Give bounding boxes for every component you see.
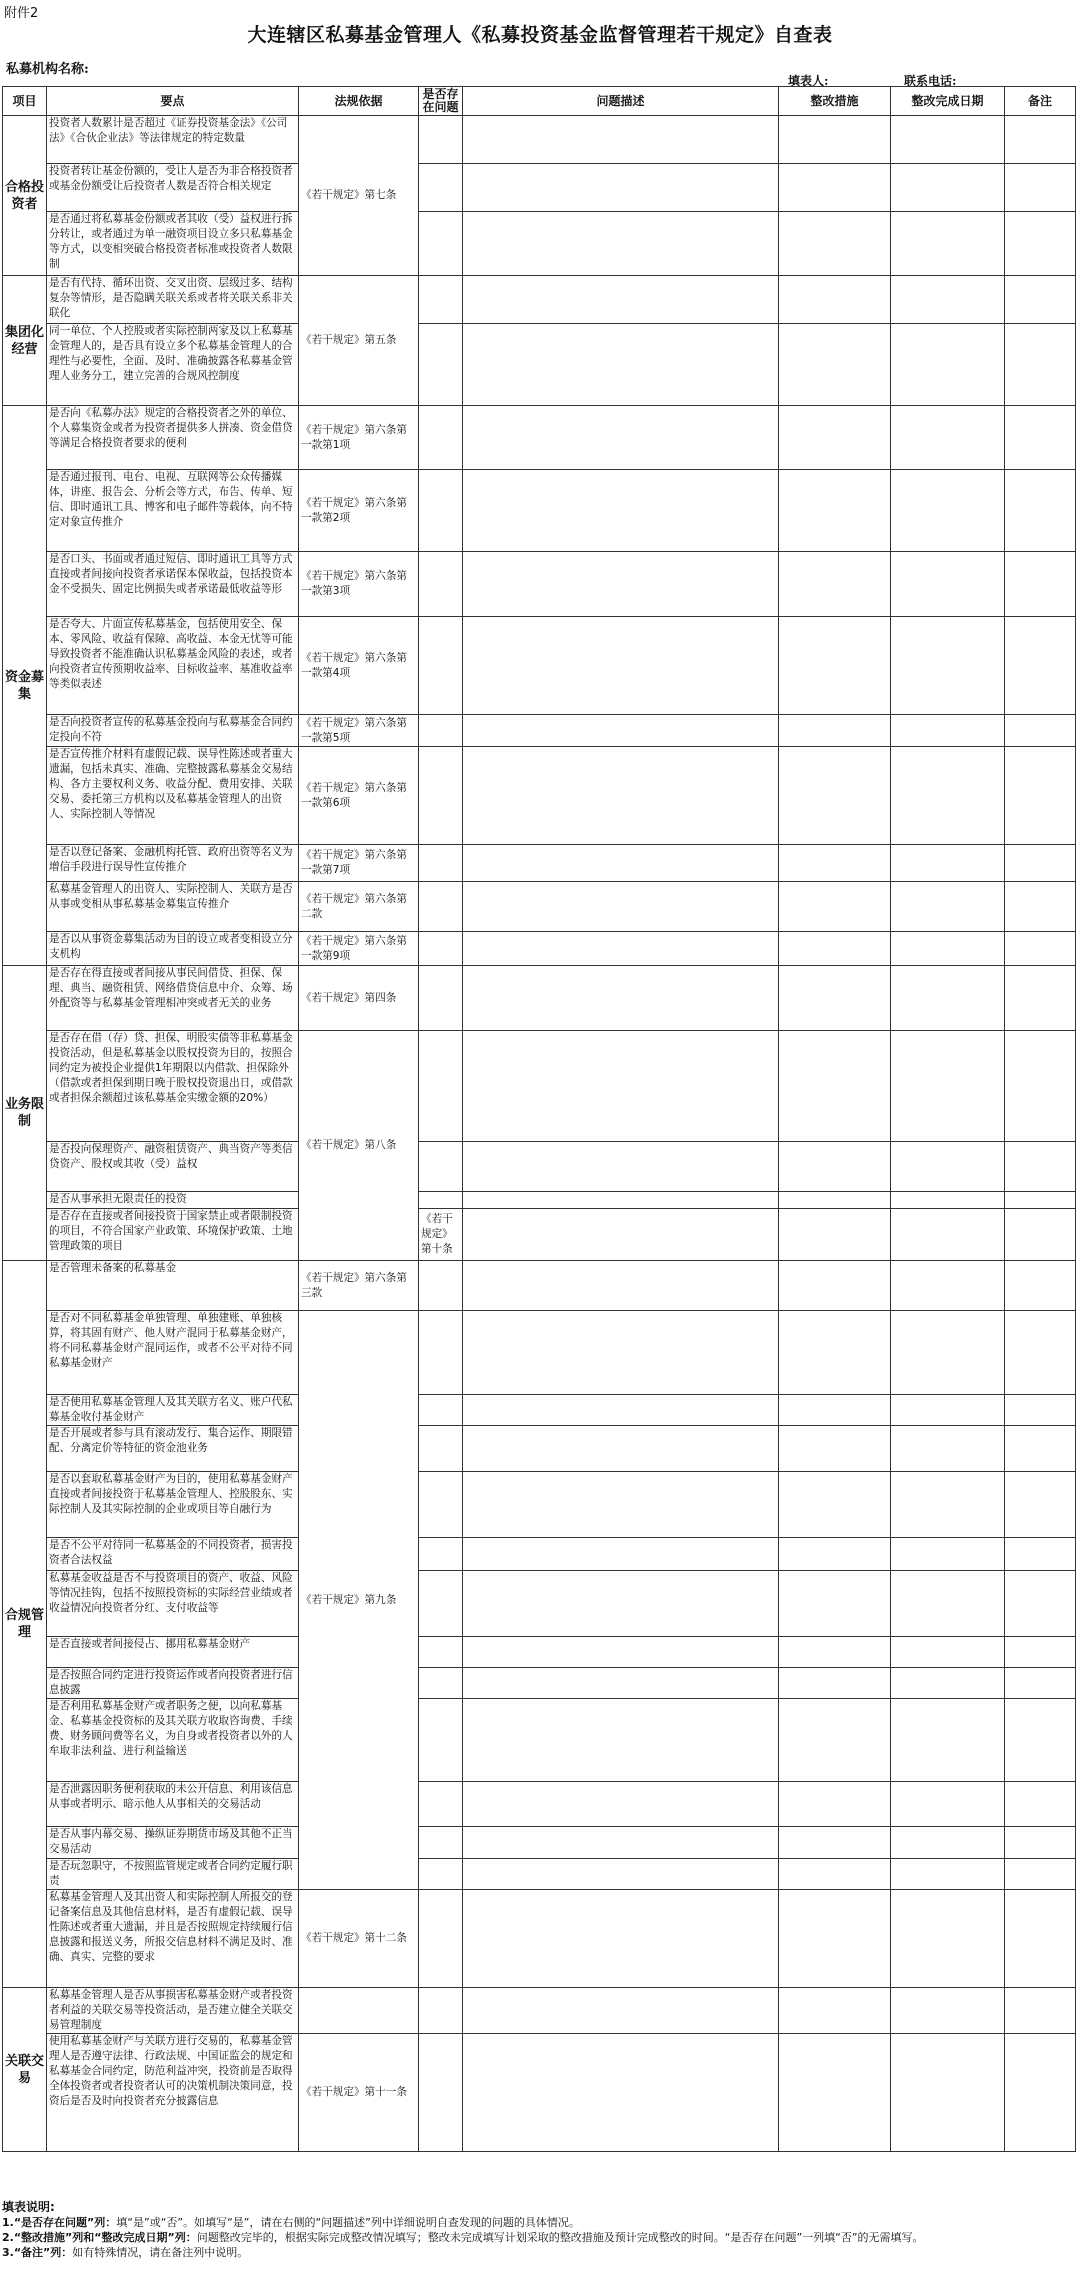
- col-header-complete-date: 整改完成日期: [891, 87, 1005, 116]
- table-row: [3, 1859, 1076, 1890]
- has-issue-cell[interactable]: [419, 276, 463, 324]
- measures-cell[interactable]: [779, 747, 891, 845]
- point-cell: 是否存在直接或者间接投资于国家禁止或者限制投资的项目，不符合国家产业政策、环境保护政策、土地管理政策的项目: [47, 1209, 299, 1261]
- complete-date-cell[interactable]: [891, 1571, 1005, 1637]
- remark-cell[interactable]: [1005, 1031, 1076, 1142]
- point-cell: 投资者转让基金份额的，受让人是否为非合格投资者或基金份额受让后投资者人数是否符合相关规定: [47, 164, 299, 212]
- point-cell: 是否开展或者参与具有滚动发行、集合运作、期限错配、分离定价等特征的资金池业务: [47, 1426, 299, 1472]
- has-issue-cell[interactable]: [419, 1859, 463, 1890]
- remark-cell[interactable]: [1005, 845, 1076, 882]
- table-row: [3, 2034, 1076, 2152]
- col-header-remark: 备注: [1005, 87, 1076, 116]
- law-cell: 《若干规定》第六条第一款第7项: [299, 845, 419, 882]
- complete-date-cell[interactable]: [891, 1988, 1005, 2034]
- table-row: [3, 1472, 1076, 1538]
- org-name-label: 私募机构名称:: [6, 62, 89, 77]
- table-header-row: [3, 87, 1076, 116]
- note-1-text: 填“是”或“否”。如填写“是”，请在右侧的“问题描述”列中详细说明自查发现的问题的具体情况。: [116, 2216, 580, 2229]
- issue-desc-cell[interactable]: [463, 966, 779, 1031]
- measures-cell[interactable]: [779, 1890, 891, 1988]
- issue-desc-cell[interactable]: [463, 1782, 779, 1827]
- remark-cell[interactable]: [1005, 1192, 1076, 1209]
- issue-desc-cell[interactable]: [463, 1472, 779, 1538]
- law-cell: 《若干规定》第七条: [299, 116, 419, 276]
- has-issue-cell[interactable]: [419, 212, 463, 276]
- law-cell: 《若干规定》第六条第一款第5项: [299, 715, 419, 747]
- measures-cell[interactable]: [779, 212, 891, 276]
- measures-cell[interactable]: [779, 164, 891, 212]
- table-row: [3, 324, 1076, 406]
- measures-cell[interactable]: [779, 966, 891, 1031]
- phone-label: 联系电话:: [904, 74, 957, 88]
- table-row: [3, 1261, 1076, 1311]
- has-issue-cell[interactable]: [419, 1782, 463, 1827]
- table-row: [3, 470, 1076, 552]
- law-cell: 《若干规定》第四条: [299, 966, 419, 1031]
- note-2-key: 2.“整改措施”列和“整改完成日期”列：: [2, 2231, 197, 2244]
- has-issue-cell[interactable]: [419, 1192, 463, 1209]
- measures-cell[interactable]: [779, 1538, 891, 1571]
- law-cell: 《若干规定》第十一条: [299, 2034, 419, 2152]
- table-row: [3, 1988, 1076, 2034]
- remark-cell[interactable]: [1005, 406, 1076, 470]
- issue-desc-cell[interactable]: [463, 1699, 779, 1782]
- remark-cell[interactable]: [1005, 747, 1076, 845]
- cat-related-transactions: 关联交易: [3, 1988, 47, 2152]
- table-row: [3, 406, 1076, 470]
- complete-date-cell[interactable]: [891, 1395, 1005, 1426]
- point-cell: 投资者人数累计是否超过《证券投资基金法》《公司法》《合伙企业法》等法律规定的特定数量: [47, 116, 299, 164]
- table-row: [3, 1426, 1076, 1472]
- table-row: [3, 1142, 1076, 1192]
- has-issue-cell[interactable]: [419, 747, 463, 845]
- complete-date-cell[interactable]: [891, 617, 1005, 715]
- complete-date-cell[interactable]: [891, 1859, 1005, 1890]
- issue-desc-cell[interactable]: [463, 1261, 779, 1311]
- law-cell: 《若干规定》第六条第一款第4项: [299, 617, 419, 715]
- remark-cell[interactable]: [1005, 1890, 1076, 1988]
- issue-desc-cell[interactable]: [463, 1859, 779, 1890]
- measures-cell[interactable]: [779, 1668, 891, 1699]
- remark-cell[interactable]: [1005, 552, 1076, 617]
- has-issue-cell[interactable]: [419, 1988, 463, 2034]
- issue-desc-cell[interactable]: [463, 1142, 779, 1192]
- measures-cell[interactable]: [779, 1426, 891, 1472]
- col-header-measures: 整改措施: [779, 87, 891, 116]
- remark-cell[interactable]: [1005, 1637, 1076, 1668]
- point-cell: 是否按照合同约定进行投资运作或者向投资者进行信息披露: [47, 1668, 299, 1699]
- measures-cell[interactable]: [779, 1261, 891, 1311]
- table-row: [3, 715, 1076, 747]
- point-cell: 是否通过将私募基金份额或者其收（受）益权进行拆分转让，或者通过为单一融资项目设立多只私募基金等方式，以变相突破合格投资者标准或投资者人数限制: [47, 212, 299, 276]
- remark-cell[interactable]: [1005, 1988, 1076, 2034]
- page-title: 大连辖区私募基金管理人《私募投资基金监督管理若干规定》自查表: [247, 24, 833, 46]
- complete-date-cell[interactable]: [891, 470, 1005, 552]
- table-row: [3, 1827, 1076, 1859]
- measures-cell[interactable]: [779, 617, 891, 715]
- point-cell: 是否玩忽职守，不按照监管规定或者合同约定履行职责: [47, 1859, 299, 1890]
- issue-desc-cell[interactable]: [463, 470, 779, 552]
- remark-cell[interactable]: [1005, 1571, 1076, 1637]
- has-issue-cell[interactable]: [419, 845, 463, 882]
- note-1: [2, 2215, 1078, 2230]
- measures-cell[interactable]: [779, 1827, 891, 1859]
- cat-group-operation: 集团化经营: [3, 276, 47, 406]
- issue-desc-cell[interactable]: [463, 1827, 779, 1859]
- table-row: [3, 276, 1076, 324]
- annex-label: 附件2: [4, 6, 39, 21]
- point-cell: 是否夸大、片面宣传私募基金，包括使用安全、保本、零风险、收益有保障、高收益、本金无忧等可能导致投资者不能准确认识私募基金风险的表述，或者向投资者宣传预期收益率、目标收益率、基准收益率等类似表述: [47, 617, 299, 715]
- remark-cell[interactable]: [1005, 1311, 1076, 1395]
- remark-cell[interactable]: [1005, 1261, 1076, 1311]
- point-cell: 是否向《私募办法》规定的合格投资者之外的单位、个人募集资金或者为投资者提供多人拼凑、资金借贷等满足合格投资者要求的便利: [47, 406, 299, 470]
- measures-cell[interactable]: [779, 1859, 891, 1890]
- table-row: [3, 966, 1076, 1031]
- cat-business-restriction: 业务限制: [3, 966, 47, 1261]
- table-row: [3, 1782, 1076, 1827]
- point-cell: 是否不公平对待同一私募基金的不同投资者，损害投资者合法权益: [47, 1538, 299, 1571]
- issue-desc-cell[interactable]: [463, 552, 779, 617]
- issue-desc-cell[interactable]: [463, 932, 779, 966]
- remark-cell[interactable]: [1005, 1699, 1076, 1782]
- complete-date-cell[interactable]: [891, 212, 1005, 276]
- measures-cell[interactable]: [779, 1637, 891, 1668]
- law-cell: [299, 1988, 419, 2034]
- remark-cell[interactable]: [1005, 164, 1076, 212]
- table-row: [3, 1395, 1076, 1426]
- has-issue-cell[interactable]: [419, 552, 463, 617]
- table-row: [3, 1311, 1076, 1395]
- issue-desc-cell[interactable]: [463, 212, 779, 276]
- complete-date-cell[interactable]: [891, 966, 1005, 1031]
- notes-heading: 填表说明:: [2, 2200, 55, 2214]
- has-issue-cell[interactable]: [419, 715, 463, 747]
- measures-cell[interactable]: [779, 406, 891, 470]
- point-cell: 同一单位、个人控股或者实际控制两家及以上私募基金管理人的，是否具有设立多个私募基金管理人的合理性与必要性，全面、及时、准确披露各私募基金管理人业务分工，建立完善的合规风控制度: [47, 324, 299, 406]
- law-cell: 《若干规定》第八条: [299, 1031, 419, 1261]
- law-cell: 《若干规定》第六条第一款第6项: [299, 747, 419, 845]
- cat-qualified-investors: 合格投资者: [3, 116, 47, 276]
- has-issue-cell[interactable]: [419, 1142, 463, 1192]
- complete-date-cell[interactable]: [891, 116, 1005, 164]
- issue-desc-cell[interactable]: [463, 1571, 779, 1637]
- issue-desc-cell[interactable]: [779, 1209, 891, 1261]
- complete-date-cell[interactable]: [891, 1031, 1005, 1142]
- table-row: [3, 747, 1076, 845]
- complete-date-cell[interactable]: [891, 1668, 1005, 1699]
- complete-date-cell[interactable]: [1005, 1209, 1076, 1261]
- point-cell: 私募基金管理人的出资人、实际控制人、关联方是否从事或变相从事私募基金募集宣传推介: [47, 882, 299, 932]
- measures-cell[interactable]: [779, 1395, 891, 1426]
- point-cell: 是否有代持、循环出资、交叉出资、层级过多、结构复杂等情形，是否隐瞒关联关系或者将关联关系非关联化: [47, 276, 299, 324]
- complete-date-cell[interactable]: [891, 2034, 1005, 2152]
- table-row: [3, 1699, 1076, 1782]
- point-cell: 是否宣传推介材料有虚假记载、误导性陈述或者重大遗漏，包括未真实、准确、完整披露私募基金交易结构、各方主要权利义务、收益分配、费用安排、关联交易、委托第三方机构以及私募基金管理人的出资人、实际控制人等情况: [47, 747, 299, 845]
- measures-cell[interactable]: [779, 1988, 891, 2034]
- issue-desc-cell[interactable]: [463, 164, 779, 212]
- filler-label: 填表人:: [788, 74, 829, 88]
- law-cell: 《若干规定》第九条: [299, 1311, 419, 1890]
- complete-date-cell[interactable]: [891, 1782, 1005, 1827]
- measures-cell[interactable]: [779, 116, 891, 164]
- remark-cell[interactable]: [1005, 1538, 1076, 1571]
- has-issue-cell[interactable]: [419, 932, 463, 966]
- table-row: [3, 164, 1076, 212]
- law-cell: 《若干规定》第十条: [419, 1209, 463, 1261]
- measures-cell[interactable]: [779, 276, 891, 324]
- issue-desc-cell[interactable]: [463, 747, 779, 845]
- remark-cell[interactable]: [1005, 1395, 1076, 1426]
- filling-notes: [2, 2200, 1078, 2260]
- issue-desc-cell[interactable]: [463, 1426, 779, 1472]
- table-row: [3, 1571, 1076, 1637]
- point-cell: 私募基金管理人是否从事损害私募基金财产或者投资者利益的关联交易等投资活动，是否建立健全关联交易管理制度: [47, 1988, 299, 2034]
- issue-desc-cell[interactable]: [463, 1395, 779, 1426]
- has-issue-cell[interactable]: [419, 1395, 463, 1426]
- complete-date-cell[interactable]: [891, 406, 1005, 470]
- measures-cell[interactable]: [779, 1192, 891, 1209]
- point-cell: 是否以从事资金募集活动为目的设立或者变相设立分支机构: [47, 932, 299, 966]
- measures-cell[interactable]: [779, 845, 891, 882]
- measures-cell[interactable]: [779, 715, 891, 747]
- point-cell: 私募基金管理人及其出资人和实际控制人所报交的登记备案信息及其他信息材料，是否有虚假记载、误导性陈述或者重大遗漏，并且是否按照规定持续履行信息披露和报送义务，所报交信息材料不满足及时、准确、真实、完整的要求: [47, 1890, 299, 1988]
- issue-desc-cell[interactable]: [463, 1538, 779, 1571]
- has-issue-cell[interactable]: [419, 1472, 463, 1538]
- issue-desc-cell[interactable]: [463, 406, 779, 470]
- remark-cell[interactable]: [1005, 116, 1076, 164]
- complete-date-cell[interactable]: [891, 1538, 1005, 1571]
- issue-desc-cell[interactable]: [463, 1988, 779, 2034]
- col-header-issue-desc: 问题描述: [463, 87, 779, 116]
- has-issue-cell[interactable]: [419, 1538, 463, 1571]
- point-cell: 是否存在借（存）贷、担保、明股实债等非私募基金投资活动，但是私募基金以股权投资为目的，按照合同约定为被投企业提供1年期限以内借款、担保除外（借款或者担保到期日晚于股权投资退出日，或借款或者担保余额超过该私募基金实缴金额的20%）: [47, 1031, 299, 1142]
- measures-cell[interactable]: [779, 324, 891, 406]
- has-issue-cell[interactable]: [419, 164, 463, 212]
- complete-date-cell[interactable]: [891, 1261, 1005, 1311]
- law-cell: 《若干规定》第六条第一款第2项: [299, 470, 419, 552]
- issue-desc-cell[interactable]: [463, 1192, 779, 1209]
- law-cell: 《若干规定》第六条第一款第1项: [299, 406, 419, 470]
- col-header-has-issue: 是否存在问题: [419, 87, 463, 116]
- point-cell: 是否从事内幕交易、操纵证券期货市场及其他不正当交易活动: [47, 1827, 299, 1859]
- point-cell: 是否利用私募基金财产或者职务之便，以向私募基金、私募基金投资标的及其关联方收取咨询费、手续费、财务顾问费等名义，为自身或者投资者以外的人牟取非法利益、进行利益输送: [47, 1699, 299, 1782]
- has-issue-cell[interactable]: [419, 406, 463, 470]
- remark-cell[interactable]: [1005, 617, 1076, 715]
- table-row: [3, 1209, 1076, 1261]
- issue-desc-cell[interactable]: [463, 1637, 779, 1668]
- remark-cell[interactable]: [1005, 932, 1076, 966]
- measures-cell[interactable]: [779, 1311, 891, 1395]
- point-cell: 是否对不同私募基金单独管理、单独建账、单独核算，将其固有财产、他人财产混同于私募基金财产，将不同私募基金财产混同运作，或者不公平对待不同私募基金财产: [47, 1311, 299, 1395]
- remark-cell[interactable]: [1005, 1827, 1076, 1859]
- remark-cell[interactable]: [1005, 324, 1076, 406]
- table-row: [3, 1538, 1076, 1571]
- issue-desc-cell[interactable]: [463, 2034, 779, 2152]
- complete-date-cell[interactable]: [891, 1142, 1005, 1192]
- complete-date-cell[interactable]: [891, 276, 1005, 324]
- remark-cell[interactable]: [1005, 212, 1076, 276]
- law-cell: 《若干规定》第六条第一款第9项: [299, 932, 419, 966]
- has-issue-cell[interactable]: [419, 966, 463, 1031]
- remark-cell[interactable]: [1005, 1426, 1076, 1472]
- has-issue-cell[interactable]: [419, 1261, 463, 1311]
- note-1-key: 1.“是否存在问题”列：: [2, 2216, 117, 2229]
- law-cell: 《若干规定》第六条第三款: [299, 1261, 419, 1311]
- table-row: [3, 212, 1076, 276]
- point-cell: 是否向投资者宣传的私募基金投向与私募基金合同约定投向不符: [47, 715, 299, 747]
- remark-cell[interactable]: [1005, 276, 1076, 324]
- measures-cell[interactable]: [779, 882, 891, 932]
- point-cell: 使用私募基金财产与关联方进行交易的，私募基金管理人是否遵守法律、行政法规、中国证监会的规定和私募基金合同约定，防范利益冲突，投资前是否取得全体投资者或者投资者认可的决策机制决策同意，投资后是否及时向投资者充分披露信息: [47, 2034, 299, 2152]
- complete-date-cell[interactable]: [891, 845, 1005, 882]
- col-header-law: 法规依据: [299, 87, 419, 116]
- note-3-text: 如有特殊情况，请在备注列中说明。: [72, 2246, 249, 2259]
- measures-cell[interactable]: [779, 470, 891, 552]
- col-header-point: 要点: [47, 87, 299, 116]
- table-row: [3, 617, 1076, 715]
- has-issue-cell[interactable]: [419, 116, 463, 164]
- table-row: [3, 845, 1076, 882]
- complete-date-cell[interactable]: [891, 552, 1005, 617]
- has-issue-cell[interactable]: [419, 882, 463, 932]
- cat-fundraising: 资金募集: [3, 406, 47, 966]
- point-cell: 是否直接或者间接侵占、挪用私募基金财产: [47, 1637, 299, 1668]
- has-issue-cell[interactable]: [419, 1668, 463, 1699]
- table-row: [3, 1668, 1076, 1699]
- table-row: [3, 1890, 1076, 1988]
- law-cell: 《若干规定》第五条: [299, 276, 419, 406]
- measures-cell[interactable]: [779, 1571, 891, 1637]
- remark-cell[interactable]: [1005, 1859, 1076, 1890]
- has-issue-cell[interactable]: [463, 1209, 779, 1261]
- note-2-text: 问题整改完毕的，根据实际完成整改情况填写；整改未完成填写计划采取的整改措施及预计完成整改的时间。“是否存在问题”一列填“否”的无需填写。: [196, 2231, 924, 2244]
- table-row: [3, 1192, 1076, 1209]
- remark-cell[interactable]: [1005, 1668, 1076, 1699]
- has-issue-cell[interactable]: [419, 1426, 463, 1472]
- point-cell: 是否口头、书面或者通过短信、即时通讯工具等方式直接或者间接向投资者承诺保本保收益，包括投资本金不受损失、固定比例损失或者承诺最低收益等形: [47, 552, 299, 617]
- has-issue-cell[interactable]: [419, 1031, 463, 1142]
- complete-date-cell[interactable]: [891, 1311, 1005, 1395]
- has-issue-cell[interactable]: [419, 1699, 463, 1782]
- issue-desc-cell[interactable]: [463, 276, 779, 324]
- point-cell: 是否管理未备案的私募基金: [47, 1261, 299, 1311]
- issue-desc-cell[interactable]: [463, 882, 779, 932]
- remark-cell[interactable]: [1005, 882, 1076, 932]
- law-cell: 《若干规定》第六条第一款第3项: [299, 552, 419, 617]
- complete-date-cell[interactable]: [891, 1699, 1005, 1782]
- table-row: [3, 116, 1076, 164]
- remark-cell[interactable]: [1005, 966, 1076, 1031]
- measures-cell[interactable]: [779, 2034, 891, 2152]
- note-3: [2, 2245, 1078, 2260]
- measures-cell[interactable]: [891, 1209, 1005, 1261]
- has-issue-cell[interactable]: [419, 2034, 463, 2152]
- complete-date-cell[interactable]: [891, 1827, 1005, 1859]
- complete-date-cell[interactable]: [891, 715, 1005, 747]
- has-issue-cell[interactable]: [419, 1571, 463, 1637]
- note-3-key: 3.“备注”列：: [2, 2246, 73, 2259]
- measures-cell[interactable]: [779, 932, 891, 966]
- remark-cell[interactable]: [1005, 1142, 1076, 1192]
- measures-cell[interactable]: [779, 1142, 891, 1192]
- complete-date-cell[interactable]: [891, 1472, 1005, 1538]
- table-row: [3, 1637, 1076, 1668]
- measures-cell[interactable]: [779, 1699, 891, 1782]
- point-cell: 是否通过报刊、电台、电视、互联网等公众传播媒体，讲座、报告会、分析会等方式，布告、传单、短信、即时通讯工具、博客和电子邮件等载体，向不特定对象宣传推介: [47, 470, 299, 552]
- point-cell: 是否从事承担无限责任的投资: [47, 1192, 299, 1209]
- remark-cell[interactable]: [1005, 470, 1076, 552]
- point-cell: 是否使用私募基金管理人及其关联方名义、账户代私募基金收付基金财产: [47, 1395, 299, 1426]
- table-row: [3, 552, 1076, 617]
- cat-compliance: 合规管理: [3, 1261, 47, 1988]
- has-issue-cell[interactable]: [419, 617, 463, 715]
- point-cell: 是否泄露因职务便利获取的未公开信息、利用该信息从事或者明示、暗示他人从事相关的交易活动: [47, 1782, 299, 1827]
- has-issue-cell[interactable]: [419, 324, 463, 406]
- issue-desc-cell[interactable]: [463, 116, 779, 164]
- complete-date-cell[interactable]: [891, 1637, 1005, 1668]
- point-cell: 是否存在得直接或者间接从事民间借贷、担保、保理、典当、融资租赁、网络借贷信息中介、众筹、场外配资等与私募基金管理相冲突或者无关的业务: [47, 966, 299, 1031]
- has-issue-cell[interactable]: [419, 1890, 463, 1988]
- complete-date-cell[interactable]: [891, 882, 1005, 932]
- complete-date-cell[interactable]: [891, 324, 1005, 406]
- remark-cell[interactable]: [1005, 1782, 1076, 1827]
- point-cell: 是否以套取私募基金财产为目的，使用私募基金财产直接或者间接投资于私募基金管理人、控股股东、实际控制人及其实际控制的企业或项目等自融行为: [47, 1472, 299, 1538]
- has-issue-cell[interactable]: [419, 1827, 463, 1859]
- issue-desc-cell[interactable]: [463, 617, 779, 715]
- point-cell: 是否以登记备案、金融机构托管、政府出资等名义为增信手段进行误导性宣传推介: [47, 845, 299, 882]
- complete-date-cell[interactable]: [891, 164, 1005, 212]
- issue-desc-cell[interactable]: [463, 1311, 779, 1395]
- issue-desc-cell[interactable]: [463, 1890, 779, 1988]
- complete-date-cell[interactable]: [891, 1890, 1005, 1988]
- checklist-table: [2, 86, 1076, 2152]
- complete-date-cell[interactable]: [891, 1192, 1005, 1209]
- note-2: [2, 2230, 1078, 2245]
- measures-cell[interactable]: [779, 1782, 891, 1827]
- measures-cell[interactable]: [779, 552, 891, 617]
- table-row: [3, 882, 1076, 932]
- table-row: [3, 1031, 1076, 1142]
- issue-desc-cell[interactable]: [463, 1031, 779, 1142]
- measures-cell[interactable]: [779, 1031, 891, 1142]
- table-row: [3, 932, 1076, 966]
- measures-cell[interactable]: [779, 1472, 891, 1538]
- remark-cell[interactable]: [1005, 715, 1076, 747]
- has-issue-cell[interactable]: [419, 1637, 463, 1668]
- remark-cell[interactable]: [1005, 2034, 1076, 2152]
- complete-date-cell[interactable]: [891, 932, 1005, 966]
- has-issue-cell[interactable]: [419, 1311, 463, 1395]
- complete-date-cell[interactable]: [891, 1426, 1005, 1472]
- law-cell: 《若干规定》第十二条: [299, 1890, 419, 1988]
- col-header-item: 项目: [3, 87, 47, 116]
- issue-desc-cell[interactable]: [463, 1668, 779, 1699]
- issue-desc-cell[interactable]: [463, 715, 779, 747]
- issue-desc-cell[interactable]: [463, 324, 779, 406]
- remark-cell[interactable]: [1005, 1472, 1076, 1538]
- has-issue-cell[interactable]: [419, 470, 463, 552]
- complete-date-cell[interactable]: [891, 747, 1005, 845]
- point-cell: 是否投向保理资产、融资租赁资产、典当资产等类信贷资产、股权或其收（受）益权: [47, 1142, 299, 1192]
- issue-desc-cell[interactable]: [463, 845, 779, 882]
- law-cell: 《若干规定》第六条第二款: [299, 882, 419, 932]
- point-cell: 私募基金收益是否不与投资项目的资产、收益、风险等情况挂钩，包括不按照投资标的实际经营业绩或者收益情况向投资者分红、支付收益等: [47, 1571, 299, 1637]
